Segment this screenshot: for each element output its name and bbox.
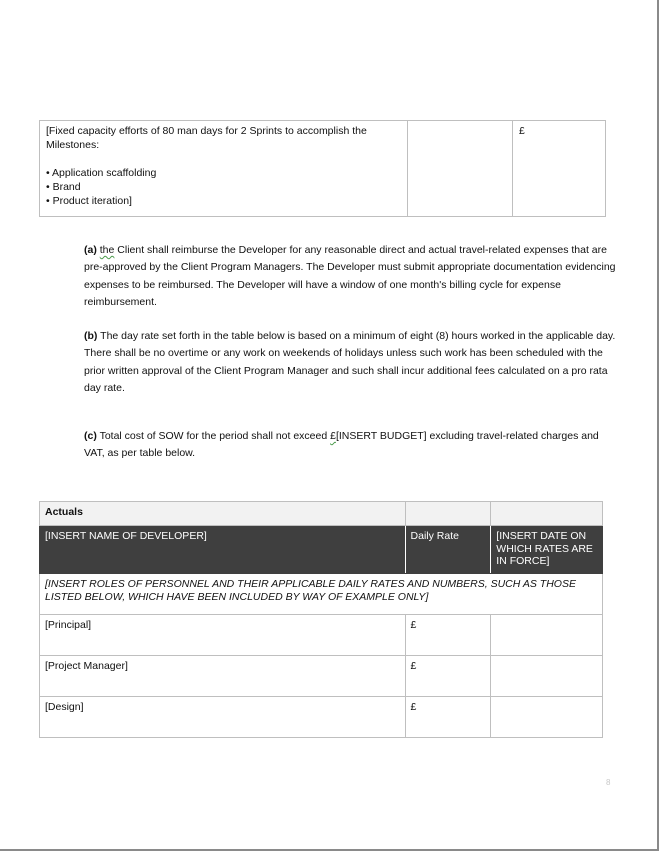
- table-cell[interactable]: [405, 502, 491, 526]
- paragraph-text: Total cost of SOW for the period shall not exceed: [96, 430, 331, 442]
- role-cell[interactable]: [Principal]: [40, 615, 406, 656]
- paragraph-text: [INSERT BUDGET] excluding travel-related charges and VAT, as per table below.: [84, 430, 599, 460]
- paragraph-text: Client shall reimburse the Developer for any reasonable direct and actual travel-related expenses that are pre-approved by the Client Program Managers. The Developer must submit appropriate documentation evidencing expenses to be reimbursed. The Developer will have a window of one month's billing cycle for expense reimbursement.: [84, 244, 616, 308]
- paragraph-label: (b): [84, 330, 98, 342]
- table-header-row: [40, 526, 603, 574]
- bullet-item: • Application scaffolding: [46, 167, 157, 179]
- role-cell[interactable]: [Design]: [40, 697, 406, 738]
- actuals-title[interactable]: Actuals: [40, 502, 406, 526]
- table-cell[interactable]: [491, 502, 603, 526]
- milestones-table: [39, 120, 606, 217]
- table-title-row: [40, 502, 603, 526]
- page-number: 8: [606, 778, 611, 787]
- table-row: [40, 656, 603, 697]
- paragraph-b[interactable]: [84, 328, 616, 397]
- bullet-item: • Brand: [46, 181, 81, 193]
- milestones-intro: [Fixed capacity efforts of 80 man days for 2 Sprints to accomplish the Milestones:: [46, 125, 367, 151]
- rate-cell[interactable]: £: [405, 656, 491, 697]
- table-row: [40, 615, 603, 656]
- roles-note[interactable]: [INSERT ROLES OF PERSONNEL AND THEIR APPLICABLE DAILY RATES AND NUMBERS, SUCH AS THOSE LISTED BELOW, WHICH HAVE BEEN INCLUDED BY WAY OF EXAMPLE ONLY]: [40, 574, 603, 615]
- rates-date-header[interactable]: [INSERT DATE ON WHICH RATES ARE IN FORCE]: [491, 526, 603, 574]
- paragraph-text: The day rate set forth in the table below is based on a minimum of eight (8) hours worked in the applicable day. There shall be no overtime or any work on weekends of holidays unless such work has been scheduled with the prior written approval of the Client Program Manager and such shall incur additional fees calculated on a pro rata day rate.: [84, 330, 616, 394]
- paragraph-label: (a): [84, 244, 97, 256]
- table-cell[interactable]: [491, 656, 603, 697]
- rate-cell[interactable]: £: [405, 697, 491, 738]
- developer-name-header[interactable]: [INSERT NAME OF DEVELOPER]: [40, 526, 406, 574]
- spellcheck-word: the: [99, 244, 115, 256]
- milestones-price-cell[interactable]: £: [513, 121, 606, 217]
- table-row: [40, 697, 603, 738]
- rate-cell[interactable]: £: [405, 615, 491, 656]
- milestones-description-cell[interactable]: [40, 121, 408, 217]
- table-note-row: [40, 574, 603, 615]
- actuals-table: [39, 501, 603, 738]
- table-cell[interactable]: [491, 697, 603, 738]
- milestones-middle-cell[interactable]: [408, 121, 513, 217]
- paragraph-a[interactable]: [84, 242, 616, 311]
- paragraph-label: (c): [84, 430, 97, 442]
- bullet-item: • Product iteration]: [46, 195, 132, 207]
- spellcheck-word: £: [330, 430, 336, 442]
- daily-rate-header[interactable]: Daily Rate: [405, 526, 491, 574]
- paragraph-c[interactable]: [84, 428, 616, 463]
- role-cell[interactable]: [Project Manager]: [40, 656, 406, 697]
- table-row: [40, 121, 606, 217]
- table-cell[interactable]: [491, 615, 603, 656]
